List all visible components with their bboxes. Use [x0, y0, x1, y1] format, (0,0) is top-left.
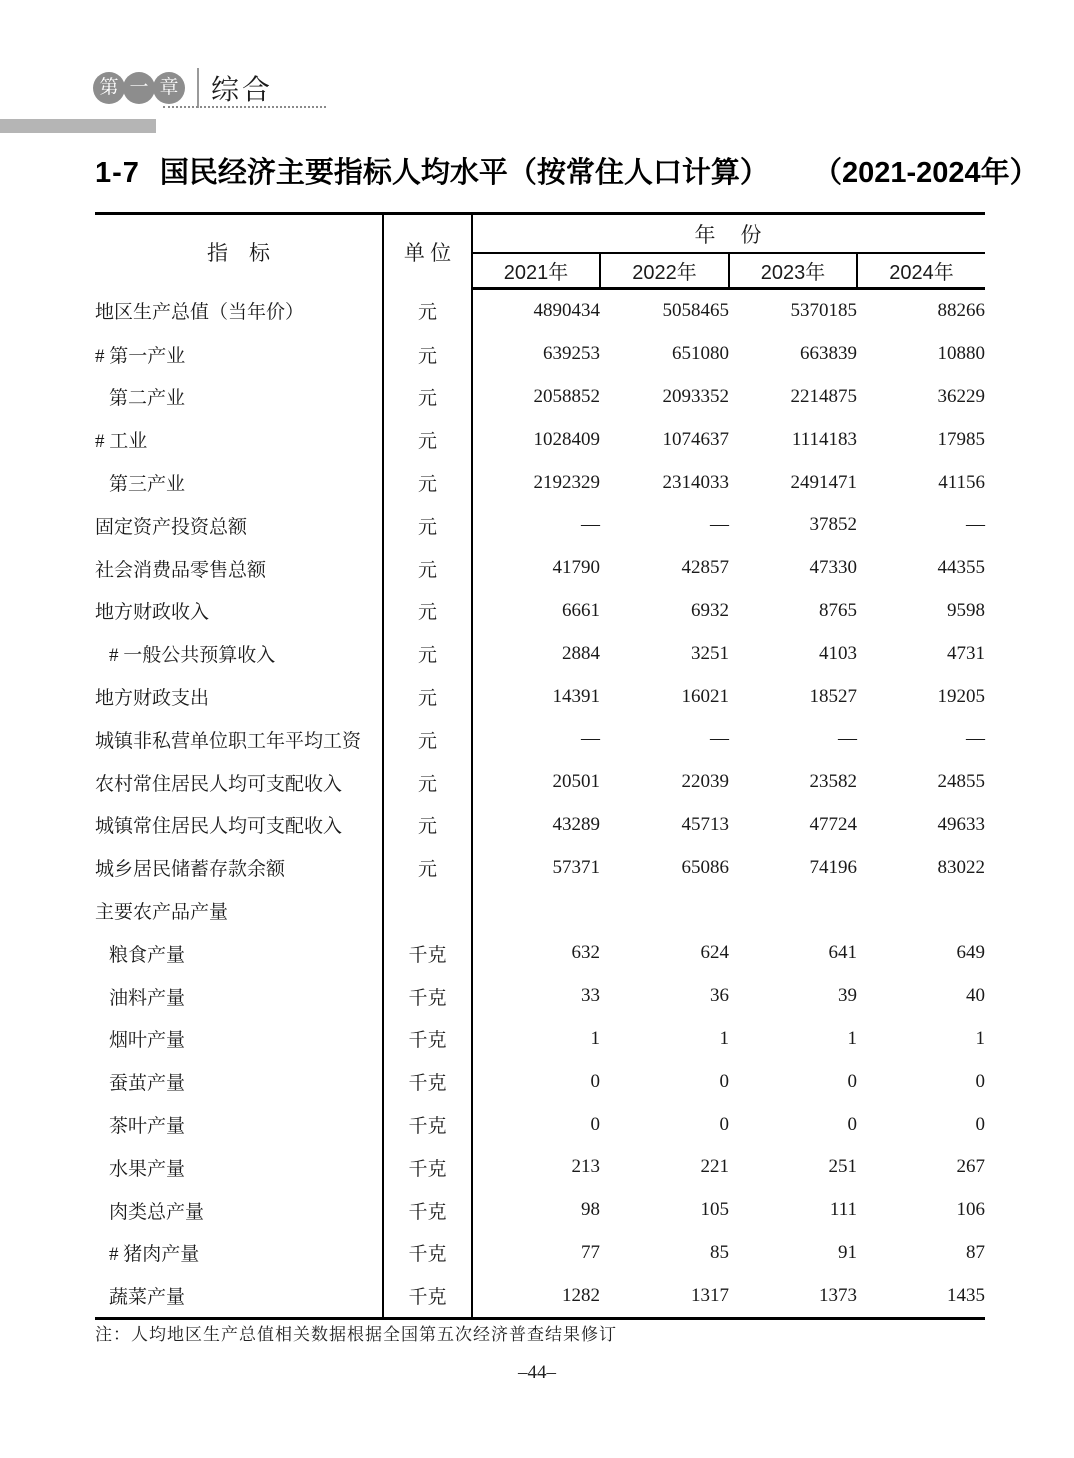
row-label: 烟叶产量 [109, 1030, 186, 1052]
row-value: 41790 [552, 557, 600, 579]
row-unit: 千克 [383, 1060, 472, 1103]
row-unit: 元 [383, 718, 472, 761]
row-value: 17985 [937, 428, 985, 450]
row-label: 主要农产品产量 [95, 902, 229, 924]
table-header-year-group: 年 份 [472, 214, 985, 254]
row-value: — [966, 514, 985, 536]
table-row [95, 333, 985, 376]
row-value: 77 [581, 1241, 600, 1263]
row-value: 37852 [809, 514, 857, 536]
table-row [95, 1060, 985, 1103]
row-value: 16021 [681, 685, 729, 707]
row-label: 城乡居民储蓄存款余额 [95, 859, 286, 881]
row-value: 8765 [819, 599, 857, 621]
row-unit: 千克 [383, 1274, 472, 1318]
row-unit: 元 [383, 461, 472, 504]
row-value: 2314033 [662, 471, 729, 493]
row-value: 2058852 [533, 385, 600, 407]
row-value: 14391 [552, 685, 600, 707]
row-value [857, 889, 985, 932]
row-value: 57371 [552, 856, 600, 878]
table-row [95, 1018, 985, 1061]
indicators-table [95, 212, 985, 1320]
row-label: 肉类总产量 [109, 1201, 205, 1223]
row-value: 632 [571, 942, 600, 964]
row-value: 1435 [947, 1284, 985, 1306]
row-label: 蚕茧产量 [109, 1073, 186, 1095]
row-unit: 千克 [383, 932, 472, 975]
row-value: — [710, 728, 729, 750]
row-value: 0 [719, 1113, 729, 1135]
row-value: 1 [847, 1027, 857, 1049]
table-header-year: 2021年 [472, 253, 600, 289]
row-label: # 一般公共预算收入 [109, 645, 276, 667]
table-row [95, 1103, 985, 1146]
table-body [95, 289, 985, 1319]
row-value: 0 [975, 1070, 985, 1092]
row-value: 2884 [562, 642, 600, 664]
badge-circle: 一 [123, 72, 155, 104]
row-value: 651080 [672, 343, 729, 365]
row-value: 41156 [938, 471, 985, 493]
table-note: 注：人均地区生产总值相关数据根据全国第五次经济普查结果修订 [95, 1325, 617, 1344]
row-value: 0 [590, 1070, 600, 1092]
row-unit: 千克 [383, 1232, 472, 1275]
row-label: 第三产业 [109, 474, 186, 496]
title-years: （2021-2024年） [812, 157, 1039, 189]
row-value: 1028409 [533, 428, 600, 450]
table-row [95, 1274, 985, 1318]
chapter-badge [93, 68, 273, 108]
row-value: 0 [590, 1113, 600, 1135]
table-row [95, 761, 985, 804]
row-value: 42857 [681, 557, 729, 579]
row-value: 36229 [937, 385, 985, 407]
table-row [95, 804, 985, 847]
row-value: 0 [719, 1070, 729, 1092]
table-header-year: 2023年 [729, 253, 857, 289]
row-value: 87 [966, 1241, 985, 1263]
row-label: 蔬菜产量 [109, 1287, 186, 1309]
table-row [95, 289, 985, 333]
row-value: 91 [838, 1241, 857, 1263]
row-value: 88266 [937, 300, 985, 322]
row-label: 水果产量 [109, 1158, 186, 1180]
row-value: 6661 [562, 599, 600, 621]
row-value [472, 889, 600, 932]
table-row [95, 547, 985, 590]
row-value: 213 [571, 1156, 600, 1178]
row-value: 47330 [809, 557, 857, 579]
row-value: 641 [828, 942, 857, 964]
page-number: –44– [518, 1362, 556, 1383]
row-value: — [581, 728, 600, 750]
row-value: 649 [956, 942, 985, 964]
row-value: 1 [975, 1027, 985, 1049]
row-value: 5370185 [790, 300, 857, 322]
title-text: 国民经济主要指标人均水平（按常住人口计算） [159, 157, 769, 189]
row-value: 1114183 [791, 428, 857, 450]
row-unit: 元 [383, 376, 472, 419]
row-unit: 元 [383, 289, 472, 333]
row-value: 0 [847, 1070, 857, 1092]
row-value: 0 [847, 1113, 857, 1135]
row-unit: 元 [383, 547, 472, 590]
row-value: 1 [590, 1027, 600, 1049]
table-row [95, 718, 985, 761]
row-value [600, 889, 729, 932]
table-header-unit: 单 位 [383, 214, 472, 289]
row-value: 49633 [937, 813, 985, 835]
table-row [95, 675, 985, 718]
accent-bar [0, 119, 156, 133]
row-value: 0 [975, 1113, 985, 1135]
row-value: 1373 [819, 1284, 857, 1306]
table-header-year: 2024年 [857, 253, 985, 289]
row-value: 45713 [681, 813, 729, 835]
row-value: 83022 [937, 856, 985, 878]
row-unit: 元 [383, 590, 472, 633]
row-label: 地区生产总值（当年价） [95, 302, 305, 324]
row-value: 44355 [937, 557, 985, 579]
row-value: 65086 [681, 856, 729, 878]
badge-circle: 章 [153, 72, 185, 104]
row-value: 5058465 [662, 300, 729, 322]
row-value: 18527 [809, 685, 857, 707]
row-value: 40 [966, 985, 985, 1007]
row-value: 2093352 [662, 385, 729, 407]
row-value: 2192329 [533, 471, 600, 493]
row-value: 22039 [681, 771, 729, 793]
row-value: — [966, 728, 985, 750]
table-row [95, 932, 985, 975]
row-value: 9598 [947, 599, 985, 621]
row-unit [383, 889, 472, 932]
row-value: 33 [581, 985, 600, 1007]
table-row [95, 1189, 985, 1232]
row-unit: 元 [383, 846, 472, 889]
badge-divider [197, 68, 199, 108]
row-value: 106 [956, 1199, 985, 1221]
row-label: 地方财政收入 [95, 602, 210, 624]
table-header-year: 2022年 [600, 253, 729, 289]
row-value: 47724 [809, 813, 857, 835]
row-unit: 元 [383, 804, 472, 847]
row-value: 74196 [809, 856, 857, 878]
row-value: 663839 [800, 343, 857, 365]
row-label: 地方财政支出 [95, 688, 210, 710]
row-label: 固定资产投资总额 [95, 516, 248, 538]
table-row [95, 418, 985, 461]
row-unit: 元 [383, 504, 472, 547]
row-value: 111 [829, 1199, 857, 1221]
section-underline [163, 106, 326, 108]
row-value: 267 [956, 1156, 985, 1178]
row-value: 43289 [552, 813, 600, 835]
row-value: 3251 [691, 642, 729, 664]
row-unit: 千克 [383, 1103, 472, 1146]
row-value: 1074637 [662, 428, 729, 450]
table-header-indicator: 指 标 [95, 214, 383, 289]
row-value: 24855 [937, 771, 985, 793]
table-row [95, 590, 985, 633]
row-unit: 元 [383, 761, 472, 804]
row-value: 1 [719, 1027, 729, 1049]
row-unit: 元 [383, 418, 472, 461]
row-label: 城镇常住居民人均可支配收入 [95, 816, 343, 838]
row-value: 6932 [691, 599, 729, 621]
table-row [95, 504, 985, 547]
table-row [95, 632, 985, 675]
row-value: 20501 [552, 771, 600, 793]
table-row [95, 889, 985, 932]
table-row [95, 1146, 985, 1189]
row-value: 624 [700, 942, 729, 964]
row-label: # 工业 [95, 431, 148, 453]
row-value: — [838, 728, 857, 750]
badge-circle: 第 [93, 72, 125, 104]
row-label: 社会消费品零售总额 [95, 559, 267, 581]
row-value: 221 [700, 1156, 729, 1178]
row-unit: 元 [383, 632, 472, 675]
title-number: 1-7 [95, 157, 140, 189]
row-value: 36 [710, 985, 729, 1007]
row-value: 639253 [543, 343, 600, 365]
row-value: 4103 [819, 642, 857, 664]
row-label: 农村常住居民人均可支配收入 [95, 773, 343, 795]
row-value: 85 [710, 1241, 729, 1263]
table-header-row-top [95, 214, 985, 254]
row-unit: 千克 [383, 1189, 472, 1232]
row-label: 第二产业 [109, 388, 186, 410]
row-label: 粮食产量 [109, 944, 186, 966]
row-unit: 元 [383, 333, 472, 376]
row-unit: 元 [383, 675, 472, 718]
row-value: — [710, 514, 729, 536]
row-value: 39 [838, 985, 857, 1007]
row-value [729, 889, 857, 932]
row-value: 1317 [691, 1284, 729, 1306]
row-value: 4890434 [533, 300, 600, 322]
table-row [95, 1232, 985, 1275]
row-value: 2491471 [790, 471, 857, 493]
row-value: — [581, 514, 600, 536]
row-value: 251 [828, 1156, 857, 1178]
table-row [95, 975, 985, 1018]
row-value: 10880 [937, 343, 985, 365]
table-row [95, 376, 985, 419]
row-label: # 第一产业 [95, 345, 186, 367]
row-value: 2214875 [790, 385, 857, 407]
row-label: # 猪肉产量 [109, 1244, 200, 1266]
row-value: 19205 [937, 685, 985, 707]
row-value: 98 [581, 1199, 600, 1221]
row-label: 茶叶产量 [109, 1116, 186, 1138]
section-label: 综合 [211, 75, 274, 106]
row-label: 油料产量 [109, 987, 186, 1009]
table-row [95, 846, 985, 889]
row-value: 105 [700, 1199, 729, 1221]
row-unit: 千克 [383, 1018, 472, 1061]
row-value: 1282 [562, 1284, 600, 1306]
table-row [95, 461, 985, 504]
row-value: 4731 [947, 642, 985, 664]
row-unit: 千克 [383, 1146, 472, 1189]
page-title [95, 150, 1039, 191]
row-unit: 千克 [383, 975, 472, 1018]
row-label: 城镇非私营单位职工年平均工资 [95, 730, 362, 752]
row-value: 23582 [809, 771, 857, 793]
